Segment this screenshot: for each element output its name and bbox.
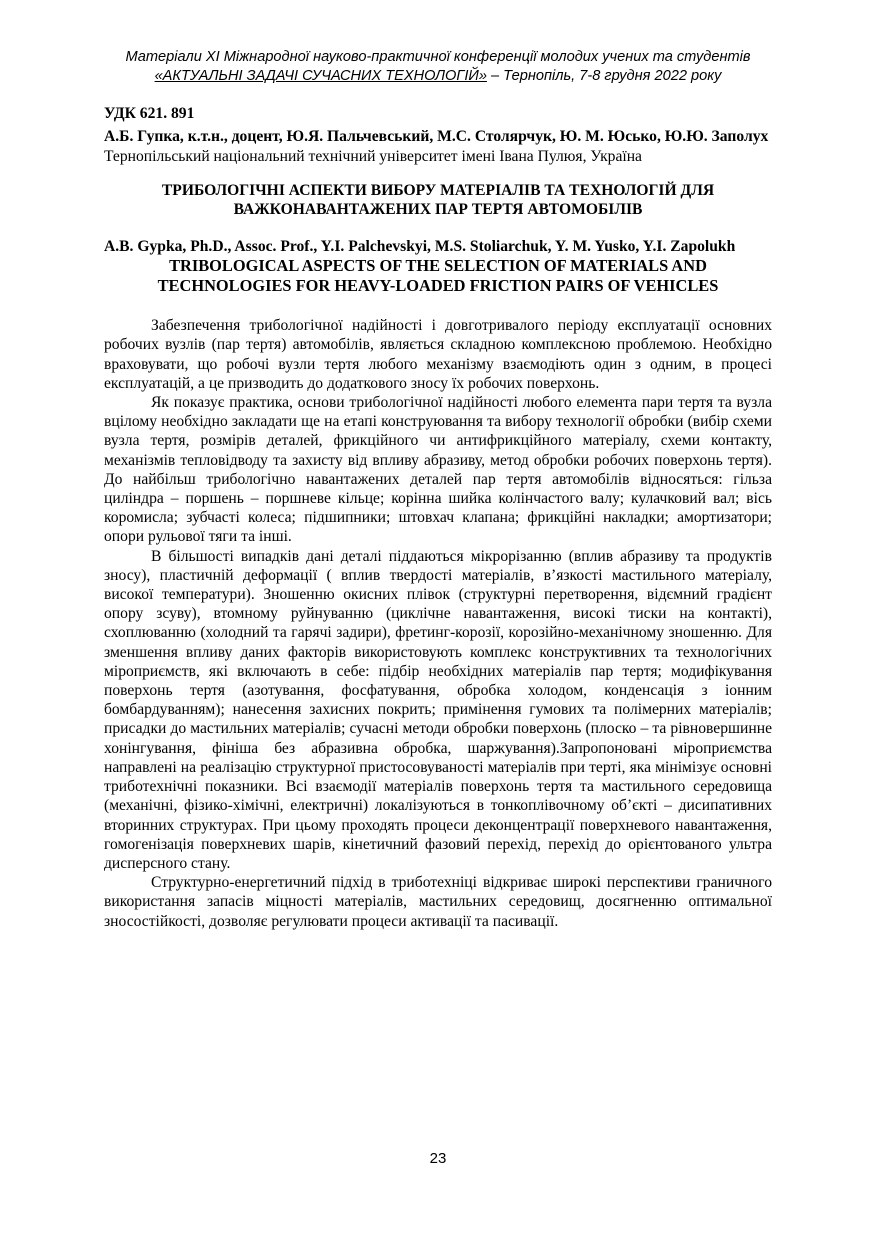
title-ua: ТРИБОЛОГІЧНІ АСПЕКТИ ВИБОРУ МАТЕРІАЛІВ ТА ТЕХНОЛОГІЙ ДЛЯ ВАЖКОНАВАНТАЖЕНИХ ПАР ТЕРТЯ АВТОМОБІЛІВ bbox=[161, 181, 715, 218]
affiliation: Тернопільський національний технічний університет імені Івана Пулюя, Україна bbox=[104, 148, 642, 166]
article bbox=[104, 104, 772, 931]
header-place-date: – Тернопіль, 7-8 грудня 2022 року bbox=[486, 68, 722, 84]
header-conference-name: «АКТУАЛЬНІ ЗАДАЧІ СУЧАСНИХ ТЕХНОЛОГІЙ» bbox=[154, 68, 487, 84]
running-header bbox=[90, 48, 786, 86]
authors-ua: А.Б. Гупка, к.т.н., доцент, Ю.Я. Пальчевський, М.С. Столярчук, Ю. М. Юсько, Ю.Ю. Заполух bbox=[104, 128, 769, 146]
header-line-1: Матеріали XI Міжнародної науково-практичної конференції молодих учених та студентів bbox=[125, 49, 751, 65]
paragraph-2: Як показує практика, основи трибологічної надійності любого елемента пари тертя та вузла вцілому необхідно закладати ще на етапі конструювання та вибору технології обробки (вибір схеми вузла тертя, розмірів деталей, фрикційного чи антифрикційного матеріалу, схеми контакту, механізмів тепловідводу та захисту від впливу абразиву, метод обробки робочих поверхонь тертя). До найбільш трибологічно навантажених деталей пар тертя автомобілів відносяться: гільза циліндра – поршень – поршневе кільце; корінна шийка колінчастого валу; кулачковий вал; вісь коромисла; зубчасті колеса; підшипники; штовхач клапана; фрикційні накладки; амортизатори; опори рульової тяги та інші. bbox=[104, 394, 772, 546]
paragraph-3: В більшості випадків дані деталі піддаються мікрорізанню (вплив абразиву та продуктів зносу), пластичній деформації ( вплив твердості матеріалів, в’язкості мастильного матеріалу, високої температури). Зношенню окисних плівок (структурні перетворення, відємний градієнт опору зсуву), втомному руйнуванню (циклічне навантаження, високі тиски на контакті), схоплюванню (холодний та гарячі задири), фретинг-корозії, корозійно-механічному зношенню. Для зменшення впливу даних факторів використовують комплекс конструктивних та технологічних міроприємств, які включають в себе: підбір необхідних матеріалів пар тертя; модифікування поверхонь тертя (азотування, фосфатування, обробка холодом, конденсація з іонним бомбардуванням); нанесення захисних покрить; примінення гумових та полімерних матеріалів; присадки до мастильних матеріалів; сучасні методи обробки поверхонь (плоско – та рівновершинне хонінгування, фініша без абразивна обробка, шаржування).Запропоновані міроприємства направлені на реалізацію структурної пристосовуваності матеріалів при терті, яка мінімізує основні триботехнічні показники. Всі взаємодії матеріалів поверхонь тертя та мастильного середовища (механічні, фізико-хімічні, електричні) локалізуються в тонкоплівочному об’єкті – дисипативних вторинних структурах. При цьому проходять процеси деконцентрації поверхневого навантаження, гомогенізація поверхневих шарів, кінетичний фазовий перехід, перехід до орієнтованого ультра дисперсного стану. bbox=[104, 547, 772, 872]
title-en: TRIBOLOGICAL ASPECTS OF THE SELECTION OF MATERIALS AND TECHNOLOGIES FOR HEAVY-LOADED FRICTION PAIRS OF VEHICLES bbox=[157, 256, 719, 296]
paragraph-1: Забезпечення трибологічної надійності і довготривалого періоду експлуатації основних робочих вузлів (пар тертя) автомобілів, являється складною комплексною проблемою. Необхідно враховувати, що робочі вузли тертя любого механізму взаємодіють один з одним, в процесі експлуатацій, а це призводить до додаткового зносу їх робочих поверхонь. bbox=[104, 317, 772, 392]
authors-en: A.B. Gypka, Ph.D., Assoc. Prof., Y.I. Palchevskyi, M.S. Stoliarchuk, Y. M. Yusko, Y.I. Zapolukh bbox=[104, 238, 736, 256]
paragraph-4: Структурно-енергетичний підхід в триботехніці відкриває широкі перспективи граничного використання запасів міцності матеріалів, мастильних середовищ, досягненню оптимальної зносостійкості, дозволяє регулювати процеси активації та пасивації. bbox=[104, 874, 772, 930]
header-line-2 bbox=[90, 67, 786, 86]
article-body bbox=[104, 316, 772, 931]
udk-code: УДК 621. 891 bbox=[104, 105, 195, 122]
page-number: 23 bbox=[429, 1150, 447, 1167]
